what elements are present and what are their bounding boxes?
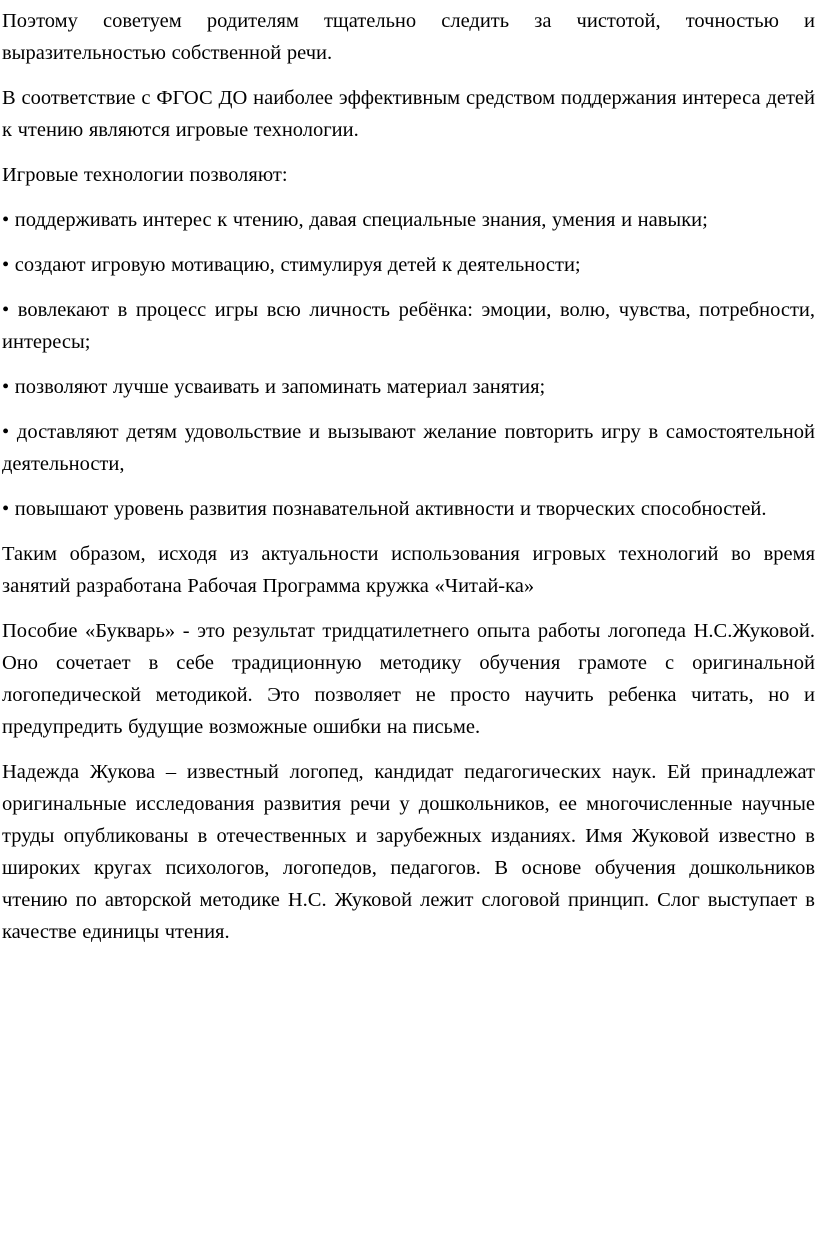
paragraph-program: Таким образом, исходя из актуальности использования игровых технологий во время занятий разработана Рабочая Программа кружка «Читай-ка»: [2, 543, 815, 597]
bullet-item-interest: • поддерживать интерес к чтению, давая специальные знания, умения и навыки;: [2, 209, 708, 231]
paragraph-fgos: В соответствие с ФГОС ДО наиболее эффективным средством поддержания интереса детей к чтению являются игровые технологии.: [2, 87, 815, 141]
paragraph-zhukova: Надежда Жукова – известный логопед, кандидат педагогических наук. Ей принадлежат оригинальные исследования развития речи у дошкольников, ее многочисленные научные труды опубликованы в отечественных и зарубежных изданиях. Имя Жуковой известно в широких кругах психологов, логопедов, педагогов. В основе обучения дошкольников чтению по авторской методике Н.С. Жуковой лежит слоговой принцип. Слог выступает в качестве единицы чтения.: [2, 761, 815, 943]
bullet-item-personality: • вовлекают в процесс игры всю личность ребёнка: эмоции, волю, чувства, потребности, интересы;: [2, 299, 815, 353]
bullet-item-cognitive: • повышают уровень развития познавательной активности и творческих способностей.: [2, 498, 767, 520]
bullet-item-memorize: • позволяют лучше усваивать и запоминать материал занятия;: [2, 376, 546, 398]
paragraph-game-tech-intro: Игровые технологии позволяют:: [2, 164, 288, 186]
bullet-item-pleasure: • доставляют детям удовольствие и вызывают желание повторить игру в самостоятельной деятельности,: [2, 421, 815, 475]
bullet-item-motivation: • создают игровую мотивацию, стимулируя детей к деятельности;: [2, 254, 581, 276]
paragraph-parents-advice: Поэтому советуем родителям тщательно следить за чистотой, точностью и выразительностью собственной речи.: [2, 10, 815, 64]
paragraph-bukvar: Пособие «Букварь» - это результат тридцатилетнего опыта работы логопеда Н.С.Жуковой. Оно сочетает в себе традиционную методику обучения грамоте с оригинальной логопедической методикой. Это позволяет не просто научить ребенка читать, но и предупредить будущие возможные ошибки на письме.: [2, 620, 815, 738]
